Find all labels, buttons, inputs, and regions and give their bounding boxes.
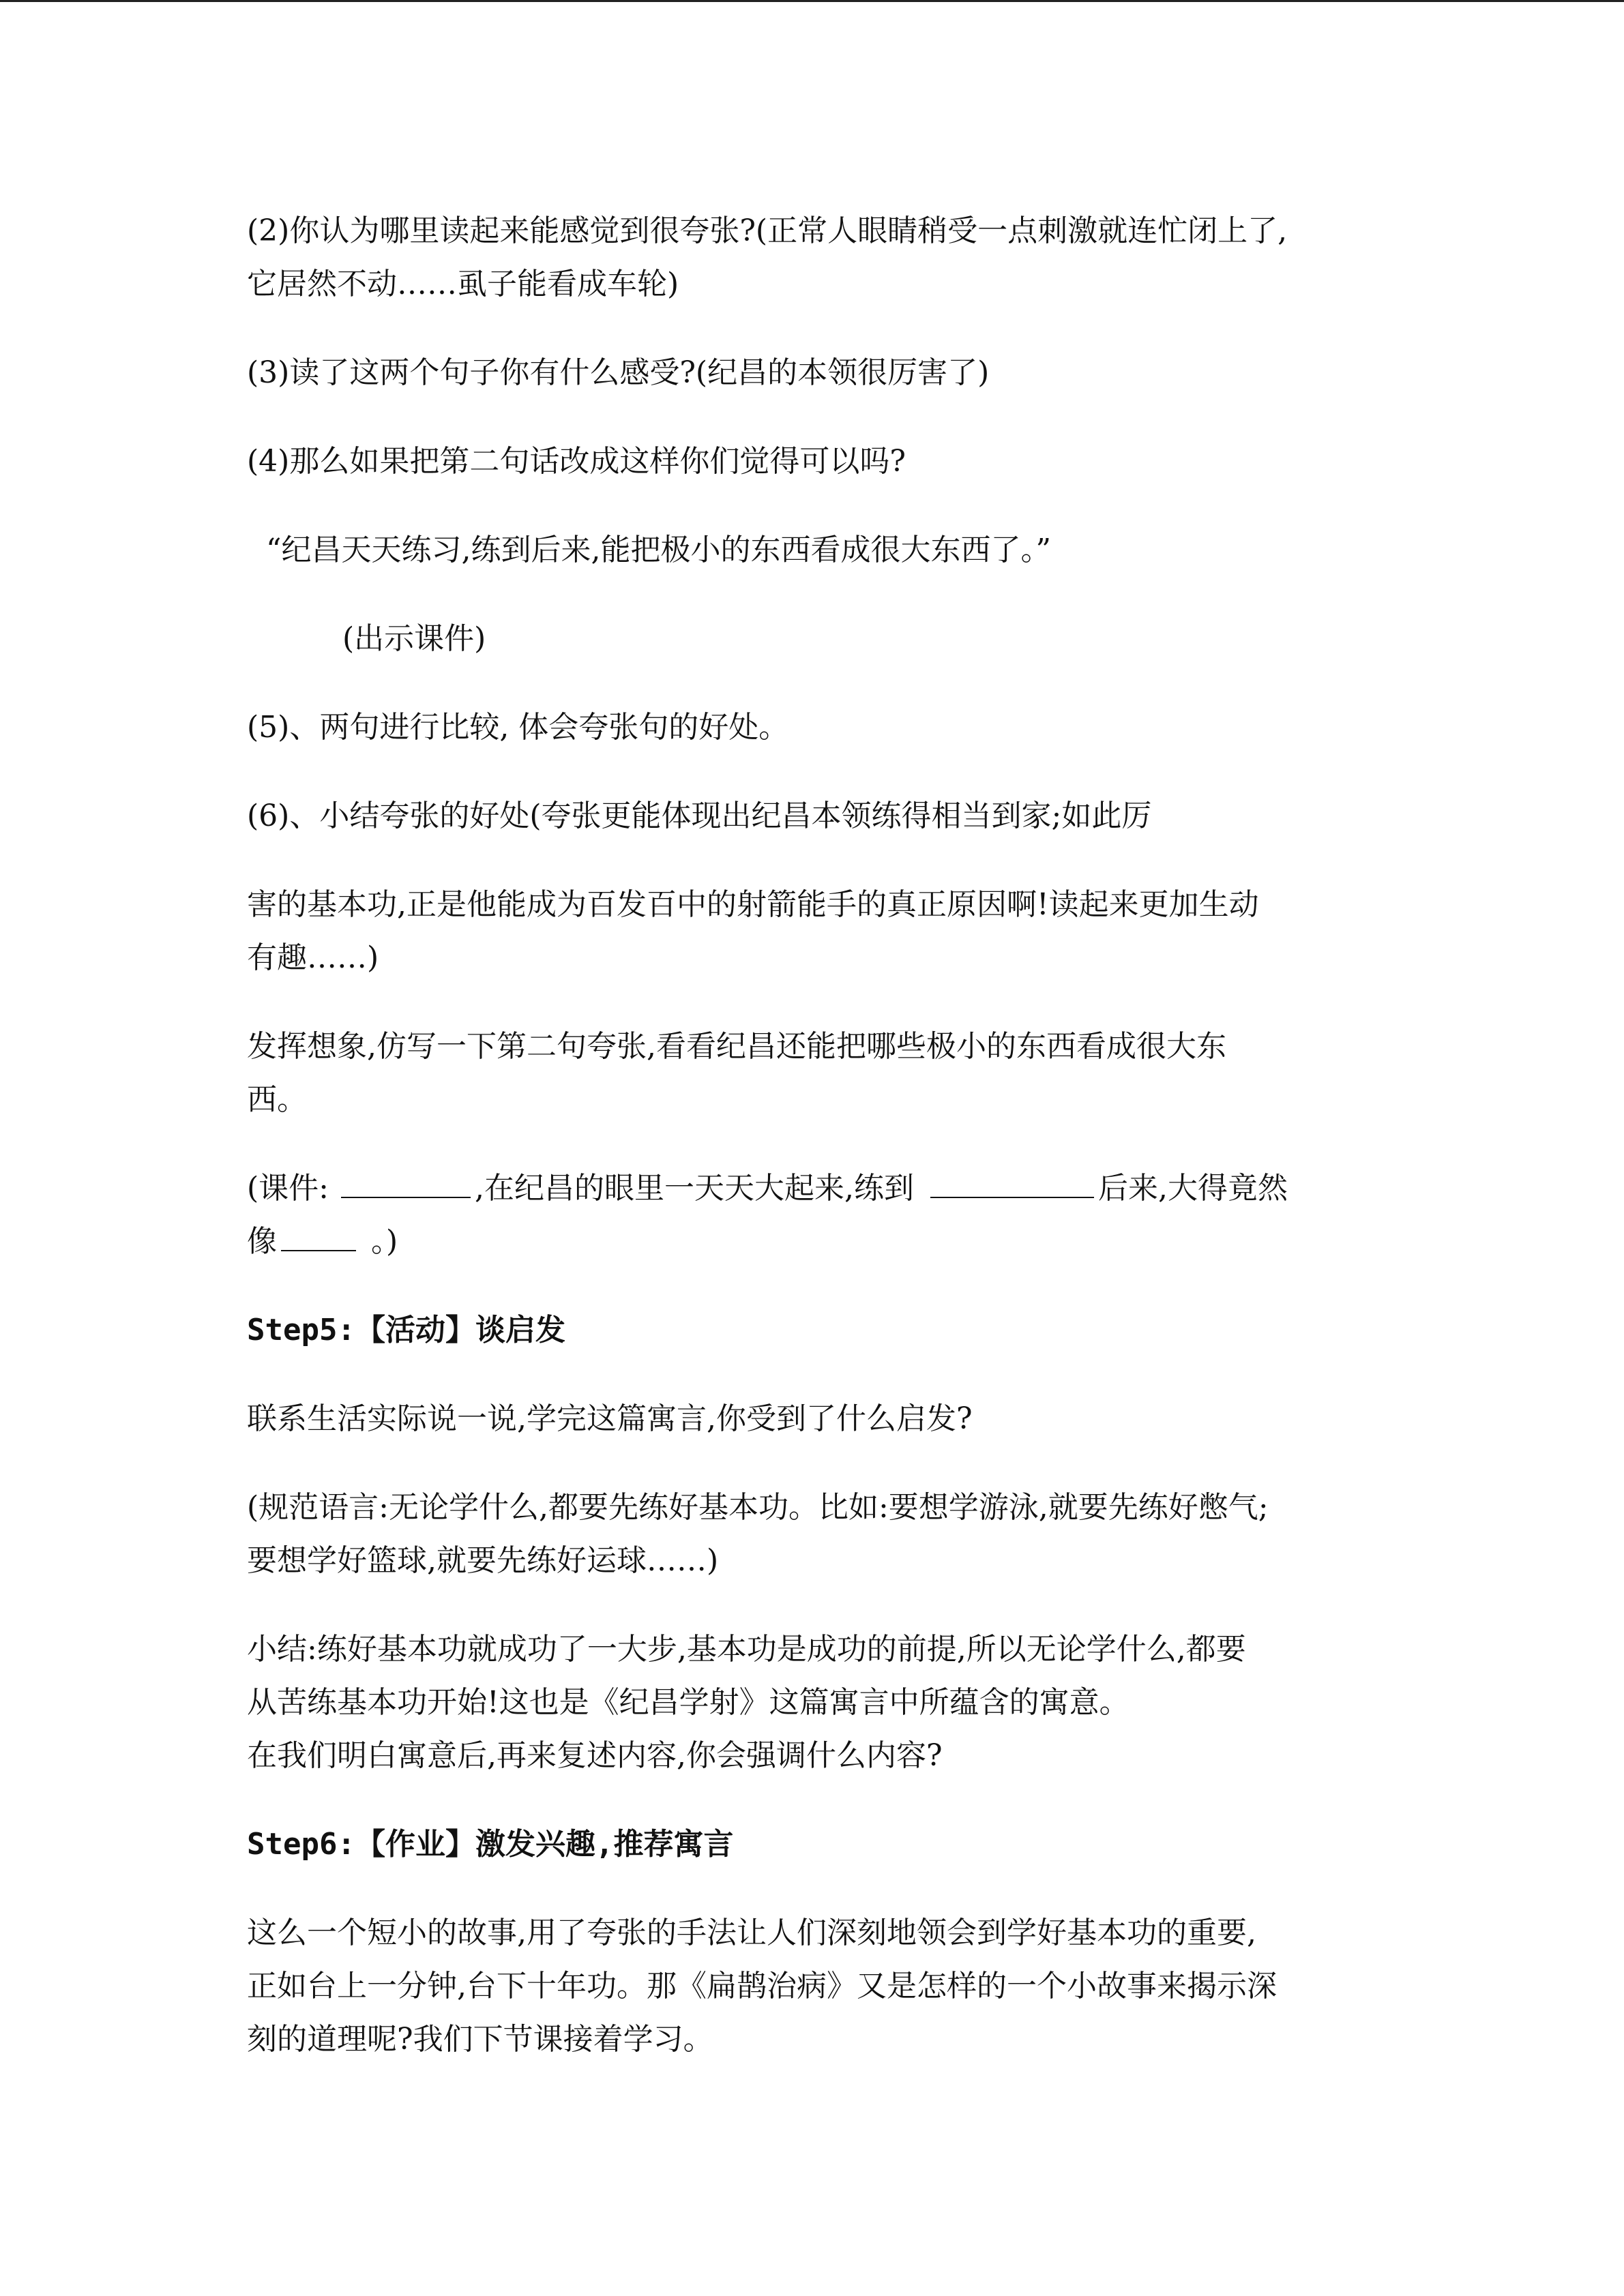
top-border-line [0, 0, 1624, 2]
step-5-heading [247, 1304, 1393, 1357]
question-2 [247, 205, 1393, 311]
inspiration-question [247, 1392, 1393, 1446]
step-5-label: Step5: [247, 1313, 355, 1347]
step-6-label: Step6: [247, 1827, 355, 1862]
fill-in-blank-line-2 [247, 1215, 1393, 1268]
answer-blank-2 [930, 1169, 1094, 1198]
courseware-note [247, 612, 1393, 666]
fill-in-blank-middle: ,在纪昌的眼里一天天大起来,练到 [475, 1171, 914, 1206]
question-6 [247, 790, 1393, 843]
imitation-task-line-1: 发挥想象,仿写一下第二句夸张,看看纪昌还能把哪些极小的东西看成很大东 [247, 1029, 1226, 1064]
standard-language [247, 1481, 1393, 1587]
summary [247, 1623, 1393, 1783]
question-6-text: (6)、小结夸张的好处(夸张更能体现出纪昌本领练得相当到家;如此厉 [247, 799, 1152, 833]
standard-language-line-1: (规范语言:无论学什么,都要先练好基本功。比如:要想学游泳,就要先练好憋气; [247, 1490, 1269, 1525]
question-6-continuation-line-1: 害的基本功,正是他能成为百发百中的射箭能手的真正原因啊!读起来更加生动 [247, 887, 1259, 922]
question-6-continuation-line-2: 有趣……) [247, 940, 379, 975]
fill-in-blank-exercise [247, 1162, 1393, 1268]
closing-line-1: 这么一个短小的故事,用了夸张的手法让人们深刻地领会到学好基本功的重要, [247, 1915, 1256, 1950]
fill-in-blank-suffix: 后来,大得竟然 [1097, 1171, 1288, 1206]
summary-line-1: 小结:练好基本功就成功了一大步,基本功是成功的前提,所以无论学什么,都要 [247, 1632, 1246, 1667]
step-6-heading-line [247, 1818, 1393, 1871]
answer-blank-1 [341, 1169, 471, 1198]
step-6-title: 【作业】激发兴趣,推荐寓言 [355, 1827, 734, 1862]
step-6-heading [247, 1818, 1393, 1871]
modified-sentence-quote [247, 524, 1393, 577]
closing-line-3: 刻的道理呢?我们下节课接着学习。 [247, 2022, 713, 2057]
question-5-text: (5)、两句进行比较, 体会夸张句的好处。 [247, 710, 789, 745]
question-3 [247, 346, 1393, 400]
closing-line-2: 正如台上一分钟,台下十年功。那《扁鹊治病》又是怎样的一个小故事来揭示深 [247, 1969, 1277, 2003]
fill-in-blank-line-1 [247, 1162, 1393, 1215]
answer-blank-3 [281, 1223, 356, 1251]
fill-in-blank-line-2-suffix: 。) [371, 1224, 398, 1259]
imitation-task [247, 1020, 1393, 1127]
closing-paragraph [247, 1907, 1393, 2066]
question-2-line-2: 它居然不动……虱子能看成车轮) [247, 267, 679, 301]
question-5 [247, 701, 1393, 754]
fill-in-blank-line-2-prefix: 像 [247, 1224, 277, 1259]
courseware-note-text: (出示课件) [342, 621, 486, 656]
summary-line-3: 在我们明白寓意后,再来复述内容,你会强调什么内容? [247, 1738, 943, 1773]
question-6-continuation [247, 878, 1393, 985]
question-4 [247, 435, 1393, 488]
question-2-line-1: (2)你认为哪里读起来能感觉到很夸张?(正常人眼睛稍受一点刺激就连忙闭上了, [247, 213, 1288, 248]
question-4-text: (4)那么如果把第二句话改成这样你们觉得可以吗? [247, 444, 906, 479]
standard-language-line-2: 要想学好篮球,就要先练好运球……) [247, 1543, 719, 1578]
summary-line-2: 从苦练基本功开始!这也是《纪昌学射》这篇寓言中所蕴含的寓意。 [247, 1685, 1130, 1720]
document-page [247, 205, 1393, 2066]
step-5-heading-line [247, 1304, 1393, 1357]
inspiration-question-text: 联系生活实际说一说,学完这篇寓言,你受到了什么启发? [247, 1401, 973, 1436]
fill-in-blank-prefix: (课件: [247, 1171, 329, 1206]
step-5-title: 【活动】谈启发 [355, 1313, 565, 1347]
imitation-task-line-2: 西。 [247, 1082, 307, 1117]
question-3-text: (3)读了这两个句子你有什么感受?(纪昌的本领很厉害了) [247, 355, 990, 390]
quote-text: “纪昌天天练习,练到后来,能把极小的东西看成很大东西了。” [266, 533, 1051, 567]
